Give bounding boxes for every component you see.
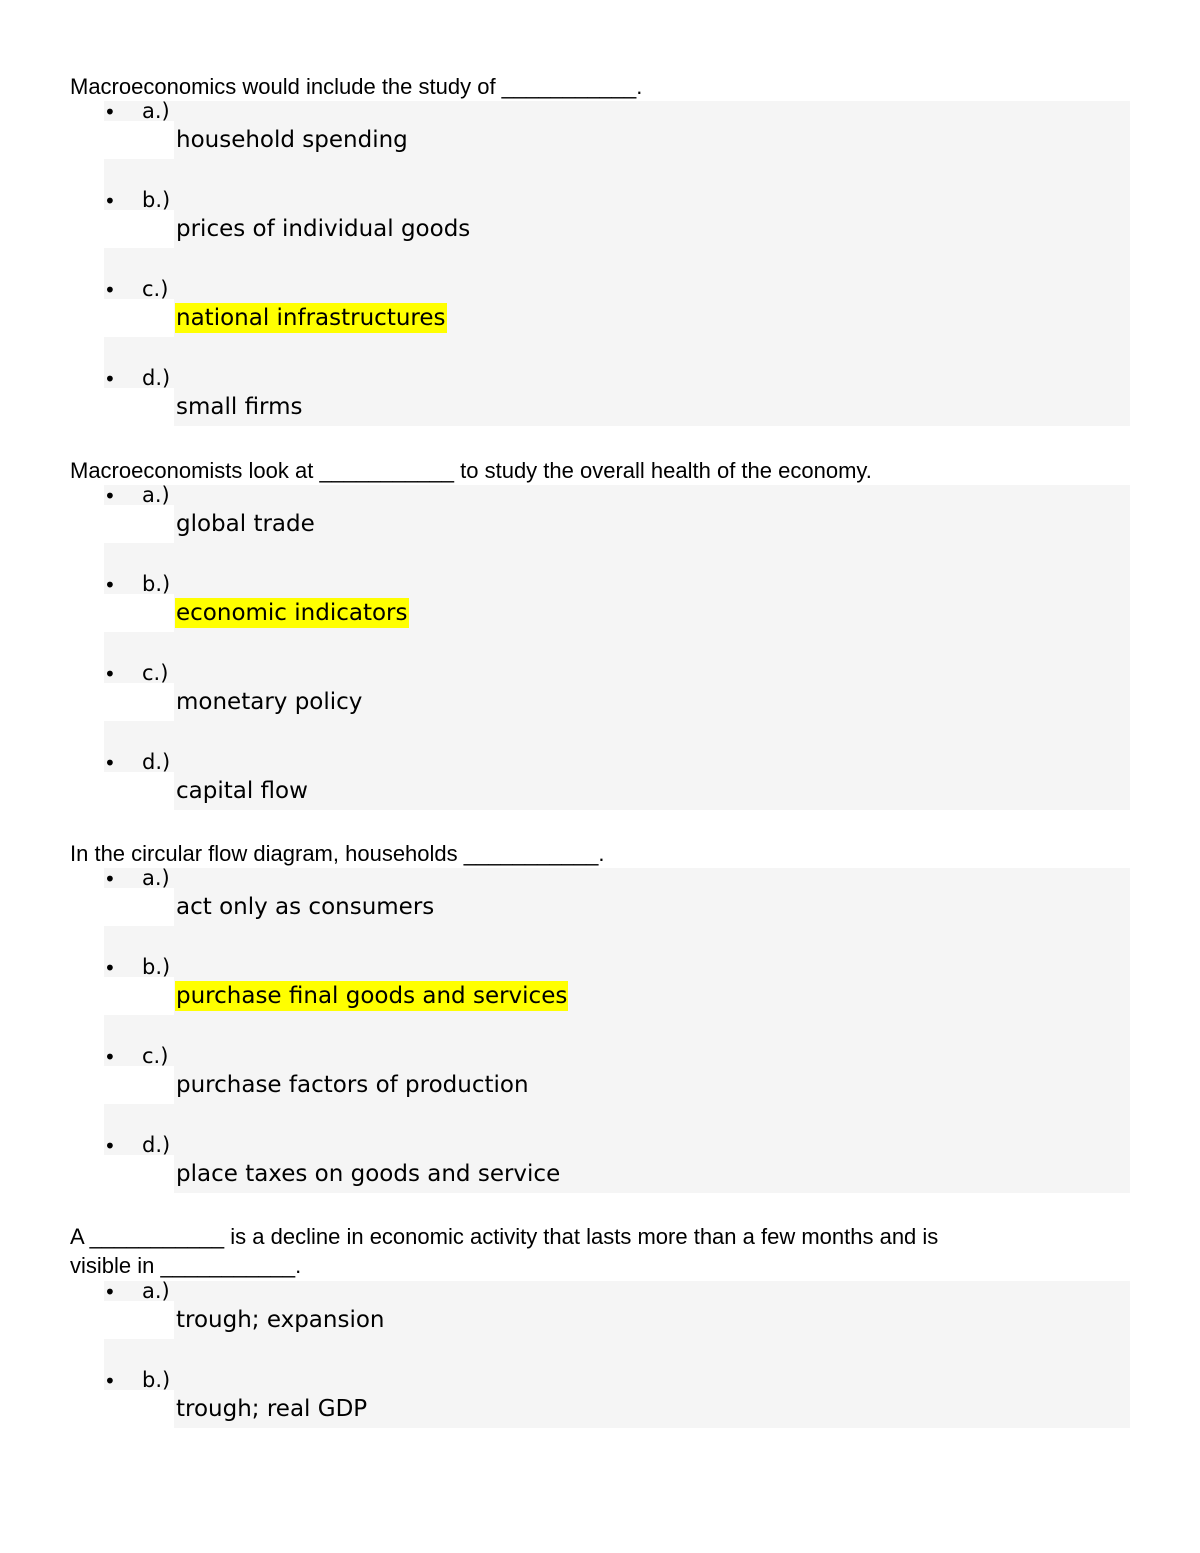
question-prompt-line [70, 72, 1080, 101]
prompt-text: Macroeconomists look at [70, 458, 320, 483]
bullet-icon: • [104, 189, 116, 213]
fill-in-blank: ___________ [501, 74, 637, 99]
option-text[interactable]: purchase factors of production [176, 1072, 529, 1098]
question-2-options [104, 485, 1130, 841]
prompt-text: . [598, 841, 605, 866]
option-letter: d.) [142, 1133, 171, 1157]
option-letter: b.) [142, 955, 171, 979]
option-letter: b.) [142, 572, 171, 596]
answer-option[interactable] [104, 868, 1130, 957]
option-text-highlighted[interactable]: national infrastructures [176, 305, 446, 331]
option-letter: c.) [142, 661, 169, 685]
option-letter: c.) [142, 1044, 169, 1068]
option-text[interactable]: place taxes on goods and service [176, 1161, 561, 1187]
answer-option[interactable] [104, 279, 1130, 368]
fill-in-blank: ___________ [89, 1224, 225, 1249]
answer-option[interactable] [104, 190, 1130, 279]
answer-option[interactable] [104, 368, 1130, 457]
bullet-icon: • [104, 751, 116, 775]
option-text-highlighted[interactable]: purchase final goods and services [176, 983, 568, 1009]
option-letter: a.) [142, 483, 170, 507]
option-letter: d.) [142, 366, 171, 390]
answer-option[interactable] [104, 485, 1130, 574]
option-letter: b.) [142, 188, 171, 212]
option-text[interactable]: capital flow [176, 778, 308, 804]
answer-option[interactable] [104, 101, 1130, 190]
option-text[interactable]: act only as consumers [176, 894, 435, 920]
question-prompt-line [70, 1222, 1080, 1251]
answer-option[interactable] [104, 1046, 1130, 1135]
option-text[interactable]: monetary policy [176, 689, 363, 715]
question-1-prompt [70, 72, 1080, 101]
bullet-icon: • [104, 662, 116, 686]
prompt-text: In the circular flow diagram, households [70, 841, 464, 866]
question-3-prompt [70, 839, 1080, 868]
answer-option[interactable] [104, 663, 1130, 752]
bullet-icon: • [104, 1134, 116, 1158]
option-letter: b.) [142, 1368, 171, 1392]
bullet-icon: • [104, 484, 116, 508]
bullet-icon: • [104, 100, 116, 124]
option-text[interactable]: global trade [176, 511, 315, 537]
answer-option[interactable] [104, 752, 1130, 841]
bullet-icon: • [104, 1045, 116, 1069]
prompt-text: is a decline in economic activity that lasts more than a few months and is [224, 1224, 939, 1249]
prompt-text: Macroeconomics would include the study of [70, 74, 502, 99]
answer-option[interactable] [104, 957, 1130, 1046]
option-text[interactable]: household spending [176, 127, 408, 153]
question-4-prompt [70, 1222, 1080, 1280]
bullet-icon: • [104, 278, 116, 302]
prompt-text: A [70, 1224, 90, 1249]
option-text-highlighted[interactable]: economic indicators [176, 600, 408, 626]
bullet-icon: • [104, 573, 116, 597]
answer-option[interactable] [104, 1370, 1130, 1459]
question-prompt-line [70, 1251, 1080, 1280]
question-1-options [104, 101, 1130, 457]
answer-option[interactable] [104, 574, 1130, 663]
question-prompt-line [70, 839, 1080, 868]
fill-in-blank: ___________ [319, 458, 455, 483]
prompt-text: . [636, 74, 643, 99]
option-letter: d.) [142, 750, 171, 774]
option-letter: c.) [142, 277, 169, 301]
question-2-prompt [70, 456, 1080, 485]
fill-in-blank: ___________ [160, 1253, 296, 1278]
question-3-options [104, 868, 1130, 1224]
question-4-options [104, 1281, 1130, 1459]
answer-option[interactable] [104, 1135, 1130, 1224]
prompt-text: to study the overall health of the economy. [454, 458, 872, 483]
option-text[interactable]: trough; expansion [176, 1307, 385, 1333]
prompt-text: . [295, 1253, 302, 1278]
question-prompt-line [70, 456, 1080, 485]
fill-in-blank: ___________ [463, 841, 599, 866]
bullet-icon: • [104, 867, 116, 891]
bullet-icon: • [104, 1280, 116, 1304]
option-text[interactable]: small firms [176, 394, 303, 420]
option-letter: a.) [142, 99, 170, 123]
option-letter: a.) [142, 1279, 170, 1303]
bullet-icon: • [104, 1369, 116, 1393]
bullet-icon: • [104, 956, 116, 980]
option-text[interactable]: trough; real GDP [176, 1396, 368, 1422]
option-letter: a.) [142, 866, 170, 890]
bullet-icon: • [104, 367, 116, 391]
option-text[interactable]: prices of individual goods [176, 216, 471, 242]
answer-option[interactable] [104, 1281, 1130, 1370]
prompt-text: visible in [70, 1253, 161, 1278]
